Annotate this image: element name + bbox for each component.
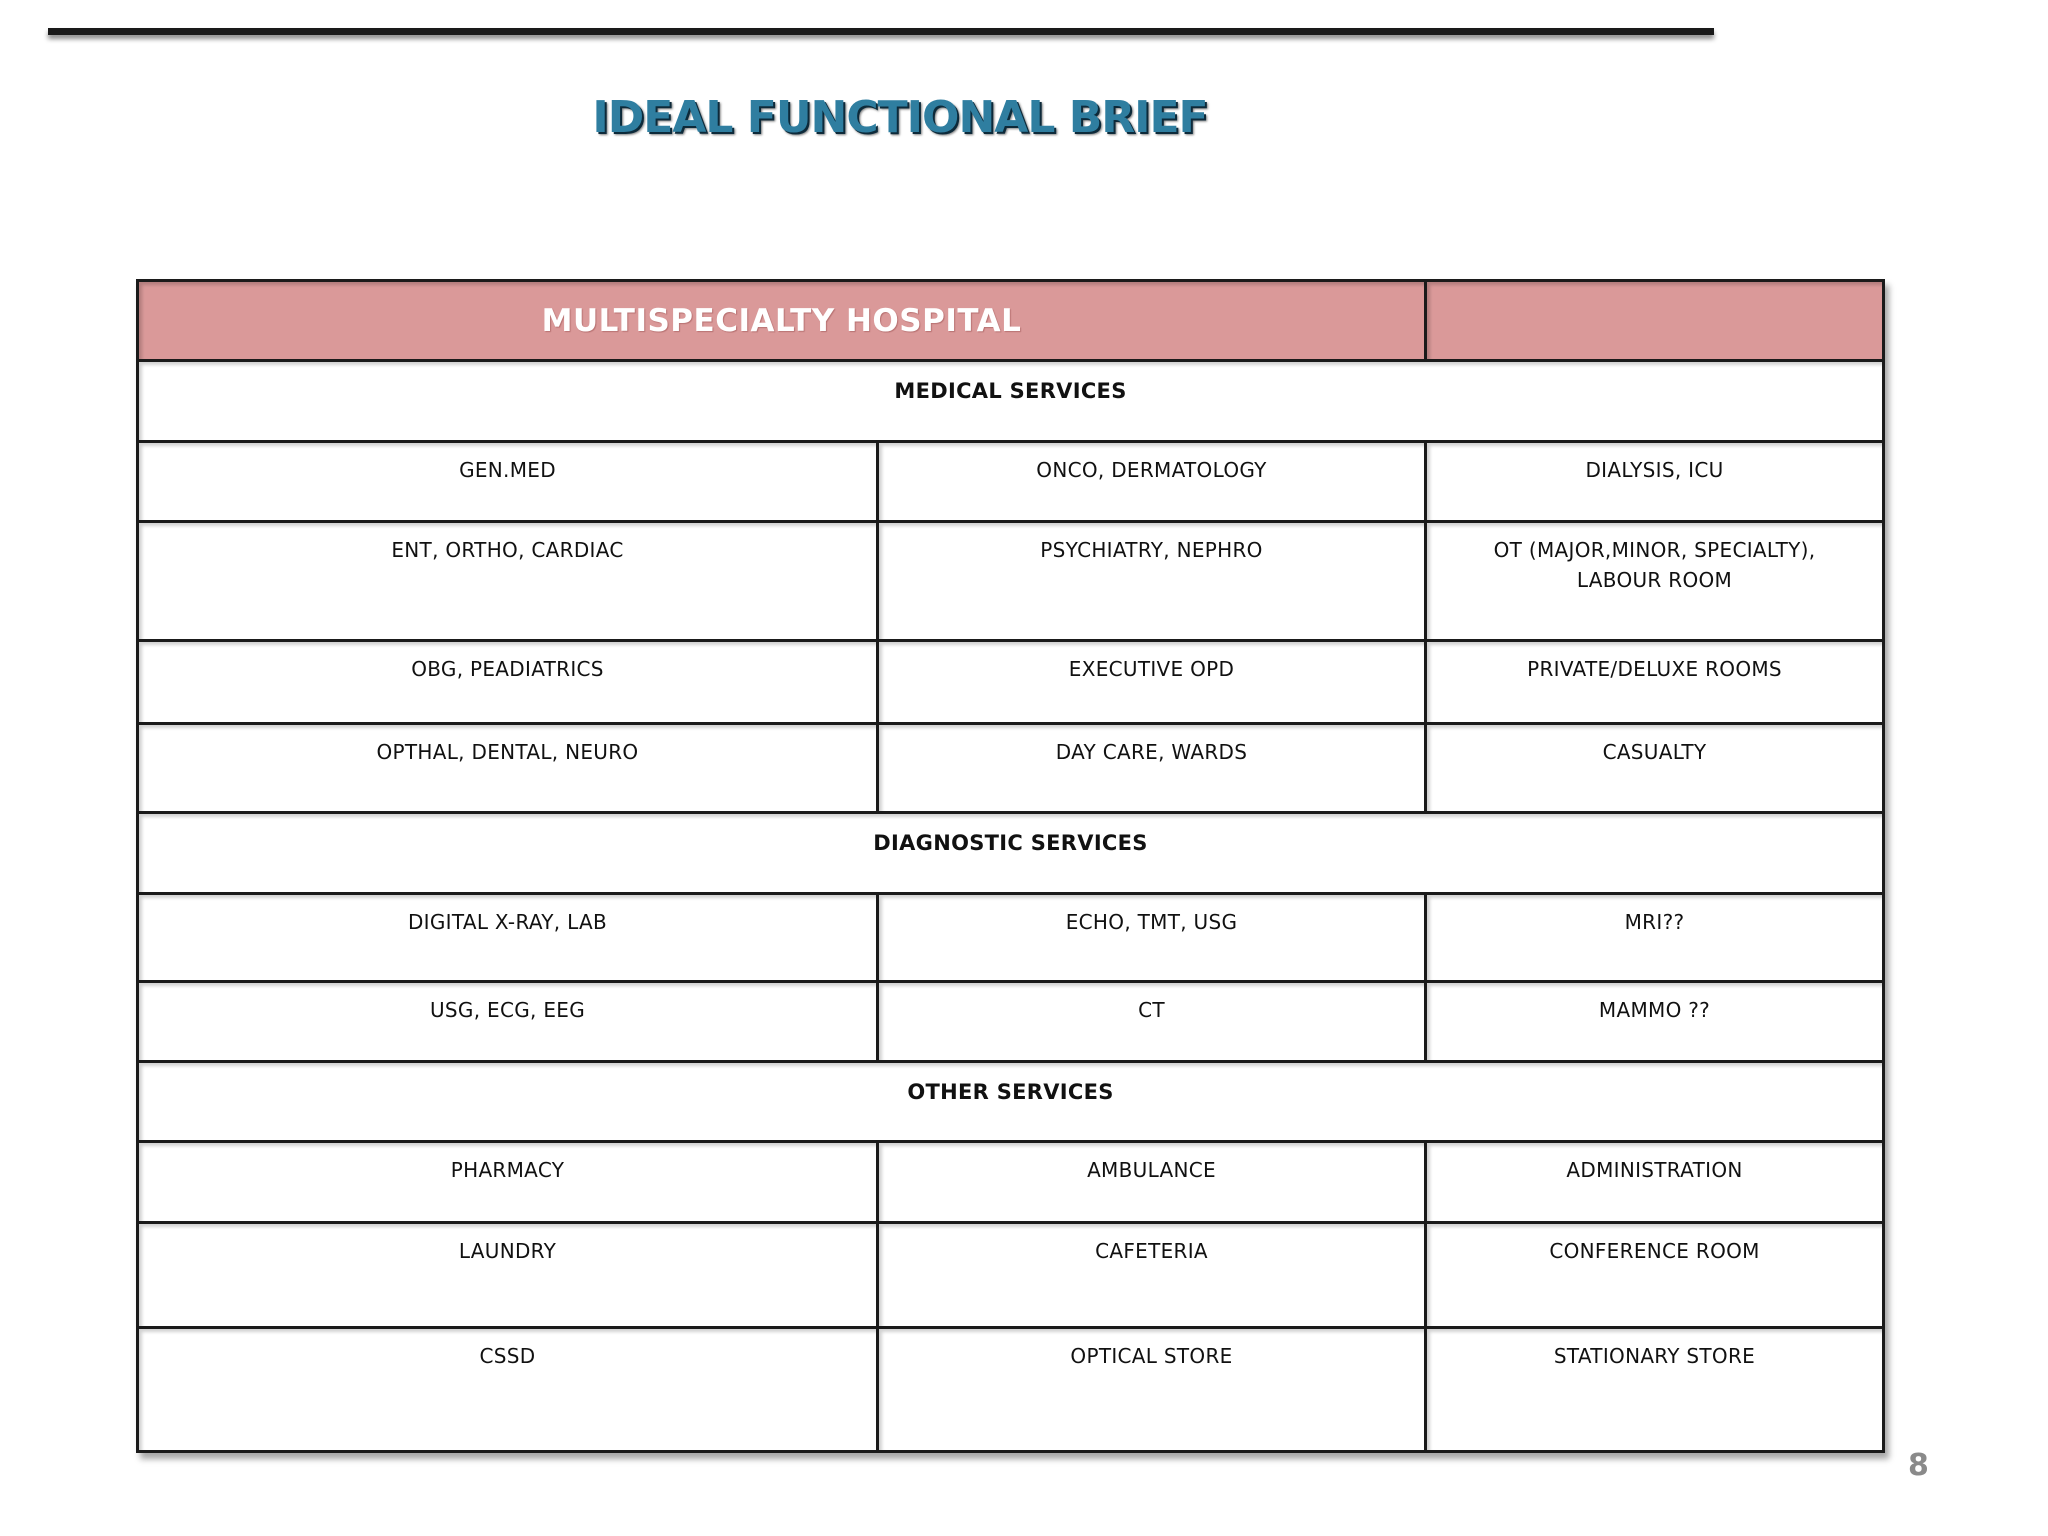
table-cell: CSSD <box>138 1328 878 1452</box>
table-cell: CASUALTY <box>1426 724 1884 813</box>
table-row <box>138 1223 1884 1328</box>
table-cell: PSYCHIATRY, NEPHRO <box>878 522 1426 641</box>
table-heading: MULTISPECIALTY HOSPITAL <box>138 281 1426 361</box>
services-table <box>136 279 1885 1453</box>
table-cell: GEN.MED <box>138 442 878 522</box>
top-rule <box>48 28 1714 35</box>
table-row <box>138 724 1884 813</box>
page-number: 8 <box>1908 1448 1929 1483</box>
table-cell: CT <box>878 982 1426 1062</box>
table-cell: DAY CARE, WARDS <box>878 724 1426 813</box>
table-cell: CAFETERIA <box>878 1223 1426 1328</box>
table-row <box>138 442 1884 522</box>
table-cell: ADMINISTRATION <box>1426 1142 1884 1223</box>
table-cell: DIGITAL X-RAY, LAB <box>138 894 878 982</box>
table-row <box>138 982 1884 1062</box>
table-cell: CONFERENCE ROOM <box>1426 1223 1884 1328</box>
table-row <box>138 894 1884 982</box>
table-heading-blank <box>1426 281 1884 361</box>
table-cell: ENT, ORTHO, CARDIAC <box>138 522 878 641</box>
section-title-diagnostic: DIAGNOSTIC SERVICES <box>138 813 1884 894</box>
table-row <box>138 1142 1884 1223</box>
section-row-diagnostic <box>138 813 1884 894</box>
table-cell: OT (MAJOR,MINOR, SPECIALTY), LABOUR ROOM <box>1426 522 1884 641</box>
table-cell: PRIVATE/DELUXE ROOMS <box>1426 641 1884 724</box>
table-cell: AMBULANCE <box>878 1142 1426 1223</box>
slide-title: IDEAL FUNCTIONAL BRIEF <box>592 92 1208 143</box>
table-cell: USG, ECG, EEG <box>138 982 878 1062</box>
table-cell: PHARMACY <box>138 1142 878 1223</box>
section-row-other <box>138 1062 1884 1142</box>
table-cell: MRI?? <box>1426 894 1884 982</box>
table-row <box>138 522 1884 641</box>
table-cell: EXECUTIVE OPD <box>878 641 1426 724</box>
table-cell: DIALYSIS, ICU <box>1426 442 1884 522</box>
section-row-medical <box>138 361 1884 442</box>
table-header-row <box>138 281 1884 361</box>
table-cell: MAMMO ?? <box>1426 982 1884 1062</box>
table-row <box>138 1328 1884 1452</box>
table-cell: ONCO, DERMATOLOGY <box>878 442 1426 522</box>
section-title-medical: MEDICAL SERVICES <box>138 361 1884 442</box>
table-cell: OBG, PEADIATRICS <box>138 641 878 724</box>
section-title-other: OTHER SERVICES <box>138 1062 1884 1142</box>
table-cell: LAUNDRY <box>138 1223 878 1328</box>
table-cell: STATIONARY STORE <box>1426 1328 1884 1452</box>
table-cell: ECHO, TMT, USG <box>878 894 1426 982</box>
table-cell: OPTHAL, DENTAL, NEURO <box>138 724 878 813</box>
table-row <box>138 641 1884 724</box>
table-cell: OPTICAL STORE <box>878 1328 1426 1452</box>
